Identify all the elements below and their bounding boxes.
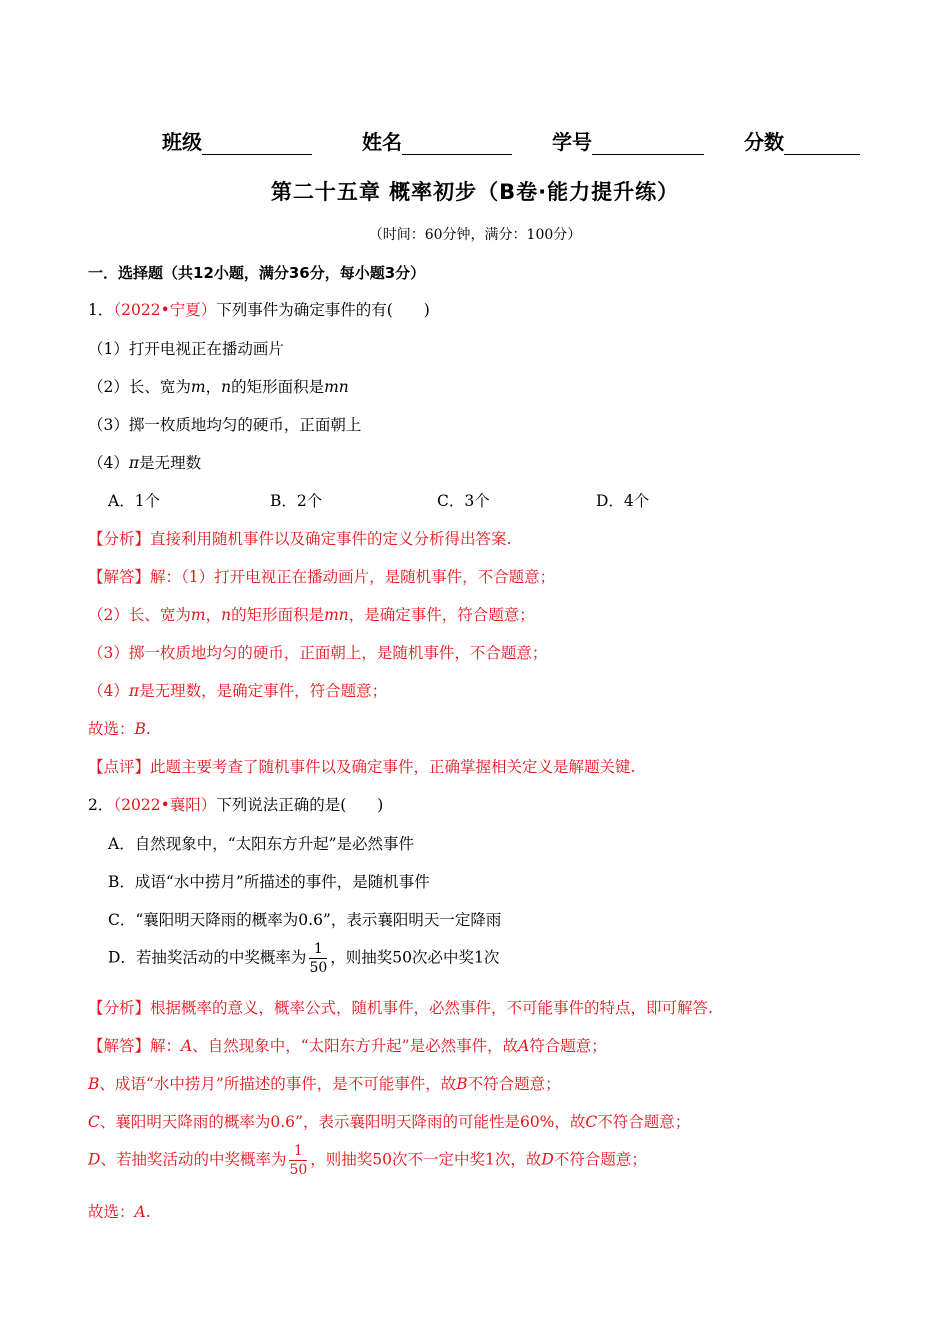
q1-analysis: 【分析】直接利用随机事件以及确定事件的定义分析得出答案. — [88, 530, 512, 548]
q2-option-b: B．成语“水中捞月”所描述的事件，是随机事件 — [108, 873, 430, 891]
q1-option-b: B．2个 — [270, 492, 323, 510]
score-blank[interactable] — [784, 132, 860, 155]
q2-solution-line-a: 【解答】解：A、自然现象中，“太阳东方升起”是必然事件，故A符合题意； — [88, 1037, 607, 1055]
fraction: $\frac{1}{50}$ — [309, 941, 328, 976]
student-id-field: 学号 — [552, 126, 704, 155]
q2-solution-line-c: C、襄阳明天降雨的概率为0.6”，表示襄阳明天降雨的可能性是60%，故C不符合题意； — [88, 1113, 691, 1131]
q1-item-1: （1）打开电视正在播动画片 — [88, 340, 284, 358]
q1-solution-line-4: （4）π是无理数，是确定事件，符合题意； — [88, 682, 388, 700]
q1-solution-line-2: （2）长、宽为m，n的矩形面积是mn，是确定事件，符合题意； — [88, 606, 535, 624]
q1-stem: 1．（2022•宁夏）下列事件为确定事件的有( ) — [88, 301, 430, 319]
q2-source: （2022•襄阳） — [113, 796, 217, 814]
q1-item-3: （3）掷一枚质地均匀的硬币，正面朝上 — [88, 416, 362, 434]
q2-option-d: D．若抽奖活动的中奖概率为 $\frac{1}{50}$ ，则抽奖50次必中奖1次 — [108, 941, 500, 976]
q2-answer: 故选：A. — [88, 1203, 151, 1221]
q1-option-d: D．4个 — [596, 492, 650, 510]
student-info-header — [162, 126, 872, 156]
page-title: 第二十五章 概率初步（B卷·能力提升练） — [270, 180, 680, 204]
q1-item-2: （2）长、宽为m，n的矩形面积是mn — [88, 378, 349, 396]
section-heading: 一．选择题（共12小题，满分36分，每小题3分） — [88, 264, 426, 282]
q2-solution-line-b: B、成语“水中捞月”所描述的事件，是不可能事件，故B不符合题意； — [88, 1075, 561, 1093]
class-field: 班级 — [162, 126, 312, 155]
score-field: 分数 — [744, 126, 860, 155]
q1-answer: 故选：B. — [88, 720, 151, 738]
student-id-blank[interactable] — [592, 132, 704, 155]
fraction: $\frac{1}{50}$ — [289, 1143, 308, 1178]
q1-option-c: C．3个 — [437, 492, 490, 510]
q1-solution-line-3: （3）掷一枚质地均匀的硬币，正面朝上，是随机事件，不合题意； — [88, 644, 548, 662]
q2-analysis: 【分析】根据概率的意义，概率公式，随机事件，必然事件，不可能事件的特点，即可解答. — [88, 999, 713, 1017]
q2-option-c: C．“襄阳明天降雨的概率为0.6”，表示襄阳明天一定降雨 — [108, 911, 502, 929]
q1-solution-line-1: 【解答】解：（1）打开电视正在播动画片，是随机事件，不合题意； — [88, 568, 556, 586]
name-blank[interactable] — [402, 132, 512, 155]
q2-stem: 2．（2022•襄阳）下列说法正确的是( ) — [88, 796, 384, 814]
q1-comment: 【点评】此题主要考查了随机事件以及确定事件，正确掌握相关定义是解题关键. — [88, 758, 636, 776]
q2-solution-line-d: D、若抽奖活动的中奖概率为 $\frac{1}{50}$ ，则抽奖50次不一定中奖1次，故D不符合题意； — [88, 1143, 647, 1178]
name-field: 姓名 — [362, 126, 512, 155]
q1-option-a: A．1个 — [108, 492, 161, 510]
q1-source: （2022•宁夏） — [113, 301, 217, 319]
q1-item-4: （4）π是无理数 — [88, 454, 202, 472]
class-blank[interactable] — [202, 132, 312, 155]
q2-option-a: A．自然现象中，“太阳东方升起”是必然事件 — [108, 835, 415, 853]
exam-info: （时间：60分钟，满分：100分） — [368, 227, 582, 243]
